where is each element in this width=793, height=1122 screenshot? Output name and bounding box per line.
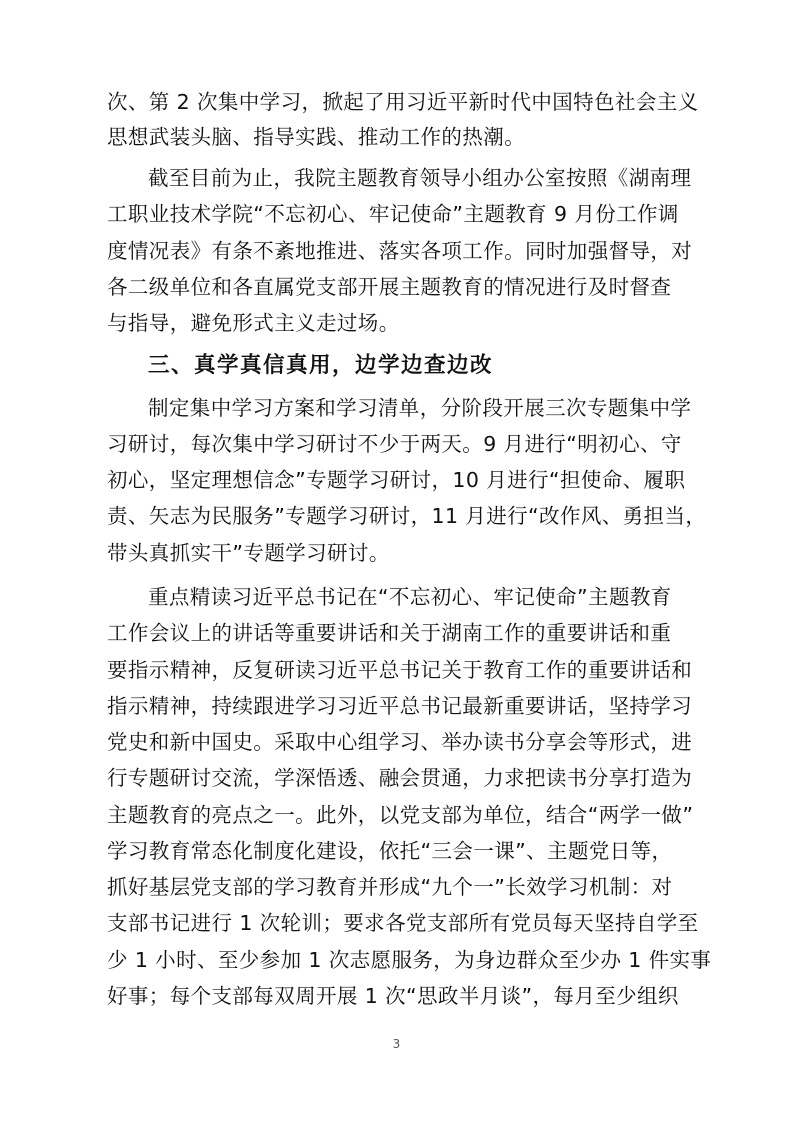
text-line: 抓好基层党支部的学习教育并形成“九个一”长效学习机制：对 [107, 875, 673, 899]
text-line: 行专题研讨交流，学深悟透、融会贯通，力求把读书分享打造为 [107, 766, 693, 790]
text-line: 各二级单位和各直属党支部开展主题教育的情况进行及时督查 [107, 275, 672, 299]
text-line: 度情况表》有条不紊地推进、落实各项工作。同时加强督导，对 [107, 239, 693, 263]
paragraph-first-line: 重点精读习近平总书记在“不忘初心、牢记使命”主题教育 [148, 585, 672, 609]
page-number: 3 [392, 1037, 401, 1051]
text-line: 党史和新中国史。采取中心组学习、举办读书分享会等形式，进 [107, 730, 693, 754]
text-line: 支部书记进行 1 次轮训；要求各党支部所有党员每天坚持自学至 [107, 911, 699, 935]
text-line: 与指导，避免形式主义走过场。 [107, 311, 400, 335]
paragraph-first-line: 制定集中学习方案和学习清单，分阶段开展三次专题集中学 [148, 396, 692, 420]
text-line: 带头真抓实干”专题学习研讨。 [107, 541, 390, 565]
text-line: 少 1 小时、至少参加 1 次志愿服务，为身边群众至少办 1 件实事 [107, 948, 712, 972]
text-line: 要指示精神，反复研读习近平总书记关于教育工作的重要讲话和 [107, 658, 693, 682]
text-line: 初心，坚定理想信念”专题学习研讨，10 月进行“担使命、履职 [107, 468, 686, 492]
text-line: 次、第 2 次集中学习，掀起了用习近平新时代中国特色社会主义 [107, 90, 699, 114]
text-line: 思想武装头脑、指导实践、推动工作的热潮。 [107, 125, 525, 149]
text-line: 指示精神，持续跟进学习习近平总书记最新重要讲话，坚持学习 [107, 694, 693, 718]
text-line: 学习教育常态化制度化建设，依托“三会一课”、主题党日等， [107, 839, 673, 863]
text-line: 工作会议上的讲话等重要讲话和关于湖南工作的重要讲话和重 [107, 621, 672, 645]
text-line: 责、矢志为民服务”专题学习研讨，11 月进行“改作风、勇担当， [107, 504, 707, 528]
text-line: 主题教育的亮点之一。此外，以党支部为单位，结合“两学一做” [107, 803, 694, 827]
text-line: 习研讨，每次集中学习研讨不少于两天。9 月进行“明初心、守 [107, 432, 682, 456]
section-heading: 三、真学真信真用，边学边查边改 [148, 353, 494, 378]
text-line: 好事；每个支部每双周开展 1 次“思政半月谈”，每月至少组织 [107, 984, 679, 1008]
paragraph-first-line: 截至目前为止，我院主题教育领导小组办公室按照《湖南理 [148, 166, 692, 190]
text-line: 工职业技术学院“不忘初心、牢记使命”主题教育 9 月份工作调 [107, 202, 679, 226]
